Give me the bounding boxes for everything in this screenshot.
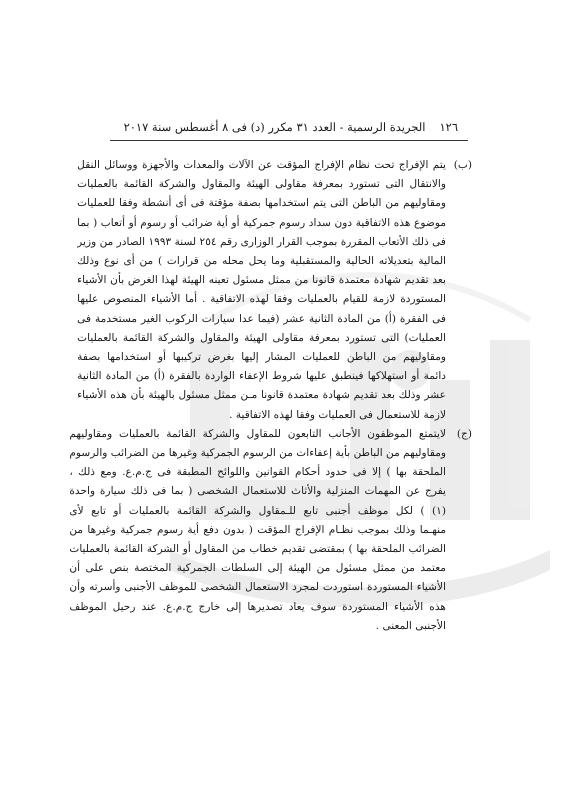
clause-c: [69, 425, 472, 636]
text-line: موضوع هذه الاتفاقية دون سداد رسوم جمركية أو أية ضرائب أو رسوم أو أتعاب ( بما: [77, 216, 446, 229]
text-line: هذه الأشياء المستوردة سوف يعاد تصديرها إلى خارج ج.م.ع. عند رحيل الموظف: [69, 600, 446, 613]
header-divider: [110, 140, 468, 141]
clause-b: [77, 156, 472, 425]
text-line: لايتمتع الموظفون الأجانب التابعون للمقاول والشركة القائمة بالعمليات ومقاوليهم: [69, 427, 446, 440]
clause-marker: (ب): [453, 159, 472, 171]
text-line: لازمة للاستعمال فى العمليات وفقا لهذه الاتفاقية .: [229, 408, 446, 421]
text-line: عشر وذلك بعد تقديم شهادة معتمدة قانونا مـن ممثل مسئول بالهيئة بأن هذه الأشياء: [77, 389, 446, 402]
text-line: الضرائب الملحقة بها ) بمقتضى تقديم خطاب من المقاول أو الشركة القائمة بالعمليات: [69, 543, 446, 556]
text-line: العمليات) التى تستورد بمعرفة مقاولى الهيئة والمقاول والشركة القائمة بالعمليات: [77, 331, 446, 344]
running-title: الجريدة الرسمية - العدد ٣١ مكرر (د) فى ٨ أغسطس سنة ٢٠١٧: [123, 120, 426, 134]
text-line: معتمد من ممثل مسئول من الهيئة إلى السلطات الجمركية المختصة بنص على أن: [69, 562, 446, 575]
document-body: [69, 156, 472, 636]
text-line: المالية بتعديلاته الحالية والمستقبلية وما يحل محله من قرارات ) من أى نوع وذلك: [77, 255, 446, 268]
page-number: ١٢٦: [439, 120, 458, 134]
clause-text: [77, 156, 446, 425]
running-header: [123, 120, 458, 134]
text-line: يفرج عن المهمات المنزلية والأثاث للاستعمال الشخصى ( بما فى ذلك سيارة واحدة: [69, 485, 446, 498]
text-line: (١) ) لكل موظف أجنبى تابع للـمقاول والشركة القائمة بالعمليات أو تابع لأى: [69, 504, 446, 517]
text-line: الملحقة بها ) إلا فى حدود أحكام القوانين واللوائح المطبقة فى ج.م.ع. ومع ذلك ،: [69, 466, 446, 479]
clause-text: [69, 425, 446, 636]
text-line: فى الفقرة (أ) من المادة الثانية عشر (فيما عدا سيارات الركوب الغير مستخدمة فى: [77, 312, 446, 325]
text-line: يتم الإفراج تحت نظام الإفراج المؤقت عن الآلات والمعدات والأجهزة ووسائل النقل: [77, 159, 446, 171]
text-line: الأجنبى المعنى .: [375, 619, 446, 632]
text-line: دائمة أو استهلاكها فينطبق عليها شروط الإعفاء الواردة بالفقرة (أ) من المادة الثانية: [77, 370, 446, 383]
text-line: والانتقال التى تستورد بمعرفة مقاولى الهيئة والمقاول والشركة القائمة بالعمليات: [77, 178, 446, 191]
text-line: ومقاوليهم من الباطن للعمليات المشار إليها بغرض تركيبها أو استخدامها بصفة: [77, 351, 446, 364]
clause-marker: (ج): [456, 427, 472, 440]
text-line: المستوردة لازمة للقيام بالعمليات وفقا لهذه الاتفاقية . أما الأشياء المنصوص عليها: [77, 293, 446, 306]
text-line: الأشياء المستوردة استوردت لمجرد الاستعمال الشخصى للموظف الأجنبى وأسرته وأن: [69, 581, 446, 594]
text-line: فى ذلك الأتعاب المقررة بموجب القرار الوزارى رقم ٢٥٤ لسنة ١٩٩٣ الصادر من وزير: [77, 235, 446, 248]
text-line: ومقاوليهم من الباطن بأية إعفاءات من الرسوم الجمركية وغيرها من الضرائب والرسوم: [69, 447, 446, 460]
text-line: ومقاوليهم من الباطن التى يتم استخدامها بصفة مؤقتة فى أى أنشطة وفقا للعمليات: [77, 197, 446, 210]
text-line: منهـما وذلك بموجب نظـام الإفراج المؤقت ( بدون دفع أية رسوم جمركية وغيرها من: [69, 523, 446, 536]
text-line: بعد تقديم شهادة معتمدة قانونا من ممثل مسئول تعينه الهيئة لهذا الغرض بأن الأشياء: [77, 274, 446, 287]
